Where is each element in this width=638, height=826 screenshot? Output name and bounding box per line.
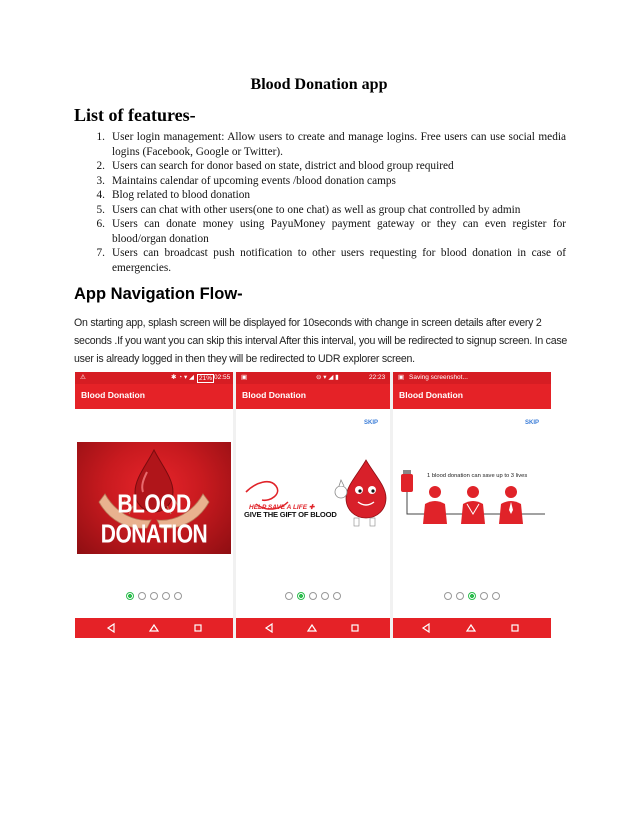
page-dot-active[interactable] — [297, 592, 305, 600]
page-dot[interactable] — [456, 592, 464, 600]
feature-item — [74, 246, 566, 275]
page-indicator — [393, 592, 551, 600]
app-bar — [393, 384, 551, 409]
tagline-small-text: HELP SAVE A LIFE — [249, 504, 308, 511]
page-indicator — [236, 592, 390, 600]
android-nav-bar — [393, 618, 551, 638]
splash-screenshot-2 — [236, 372, 390, 638]
banner-text: BLOOD DONATION — [100, 490, 208, 549]
splash-screenshot-1 — [75, 372, 233, 638]
app-bar — [236, 384, 390, 409]
feature-item — [74, 174, 566, 189]
navigation-flow-heading: App Navigation Flow- — [74, 285, 243, 303]
feature-text: User login management: Allow users to create and manage logins. Free users can use social media logins (Facebook, Google or Twitter). — [112, 131, 566, 158]
feature-text: Users can broadcast push notification to other users requesting for blood donation in case of emergencies. — [112, 247, 566, 274]
signal-icons: ⊖ ▾ ◢ ▮ — [316, 374, 339, 381]
feature-list — [74, 130, 566, 275]
feature-number: 6. — [96, 218, 105, 230]
navigation-flow-description: On starting app, splash screen will be displayed for 10seconds with change in screen details after every 2 seconds .If you want you can skip this interval After this interval, you will be redirected to signup screen. In case user is already logged in then they will be redirected to UDR explorer screen. — [74, 317, 568, 365]
app-bar-title: Blood Donation — [242, 390, 306, 400]
status-time: 02:55 — [214, 374, 231, 381]
feature-text: Maintains calendar of upcoming events /blood donation camps — [112, 174, 396, 187]
recents-icon[interactable] — [509, 622, 521, 634]
page-dot[interactable] — [444, 592, 452, 600]
back-icon[interactable] — [420, 622, 432, 634]
page-dot-active[interactable] — [468, 592, 476, 600]
page-dot[interactable] — [492, 592, 500, 600]
feature-item — [74, 217, 566, 246]
page-dot[interactable] — [333, 592, 341, 600]
status-bar — [393, 372, 551, 384]
status-bar — [75, 372, 233, 384]
app-bar — [75, 384, 233, 409]
feature-text: Users can donate money using PayuMoney payment gateway or they can even register for blood/organ donation — [112, 218, 566, 245]
skip-button[interactable]: SKIP — [363, 420, 378, 426]
android-nav-bar — [75, 618, 233, 638]
home-icon[interactable] — [306, 622, 318, 634]
recents-icon[interactable] — [192, 622, 204, 634]
warning-icon: ⚠ — [80, 374, 86, 381]
feature-text: Blog related to blood donation — [112, 189, 251, 201]
feature-number: 2. — [96, 160, 105, 172]
three-lives-illustration-icon — [395, 464, 549, 534]
battery-indicator: 21% — [199, 375, 213, 382]
app-bar-title: Blood Donation — [399, 390, 463, 400]
features-heading: List of features- — [74, 105, 196, 125]
page-indicator — [75, 592, 233, 600]
home-icon[interactable] — [465, 622, 477, 634]
status-bar — [236, 372, 390, 384]
android-nav-bar — [236, 618, 390, 638]
blood-drop-mascot-icon — [236, 452, 390, 532]
feature-text: Users can search for donor based on state, district and blood group required — [112, 160, 454, 172]
tagline-main: GIVE THE GIFT OF BLOOD — [244, 510, 337, 519]
feature-number: 7. — [96, 247, 105, 259]
feature-number: 1. — [96, 131, 105, 143]
page-dot[interactable] — [285, 592, 293, 600]
back-icon[interactable] — [263, 622, 275, 634]
page-dot[interactable] — [309, 592, 317, 600]
splash-screenshot-3 — [393, 372, 551, 638]
page-dot[interactable] — [162, 592, 170, 600]
feature-item — [74, 188, 566, 203]
page-dot[interactable] — [138, 592, 146, 600]
recents-icon[interactable] — [349, 622, 361, 634]
app-bar-title: Blood Donation — [81, 390, 145, 400]
page-dot[interactable] — [174, 592, 182, 600]
image-icon: ▣ — [241, 374, 248, 381]
status-notification: Saving screenshot... — [409, 374, 468, 381]
status-time: 22:23 — [369, 374, 386, 381]
skip-button[interactable]: SKIP — [524, 420, 539, 426]
plus-icon: ✚ — [308, 504, 315, 511]
page-dot[interactable] — [150, 592, 158, 600]
signal-icons: ✱ ◔ ▾ ◢ — [171, 374, 195, 381]
page-dot[interactable] — [480, 592, 488, 600]
feature-number: 3. — [96, 174, 105, 187]
feature-text: Users can chat with other users(one to one chat) as well as group chat controlled by admin — [112, 203, 521, 216]
back-icon[interactable] — [105, 622, 117, 634]
feature-item — [74, 130, 566, 159]
info-caption: 1 blood donation can save up to 3 lives — [427, 473, 528, 479]
page-dot-active[interactable] — [126, 592, 134, 600]
document-title: Blood Donation app — [250, 76, 388, 93]
page-dot[interactable] — [321, 592, 329, 600]
feature-item — [74, 159, 566, 174]
feature-number: 4. — [96, 189, 105, 201]
image-icon: ▣ — [398, 374, 405, 381]
home-icon[interactable] — [148, 622, 160, 634]
feature-number: 5. — [96, 203, 105, 216]
blood-donation-banner — [77, 442, 231, 554]
feature-item — [74, 203, 566, 218]
